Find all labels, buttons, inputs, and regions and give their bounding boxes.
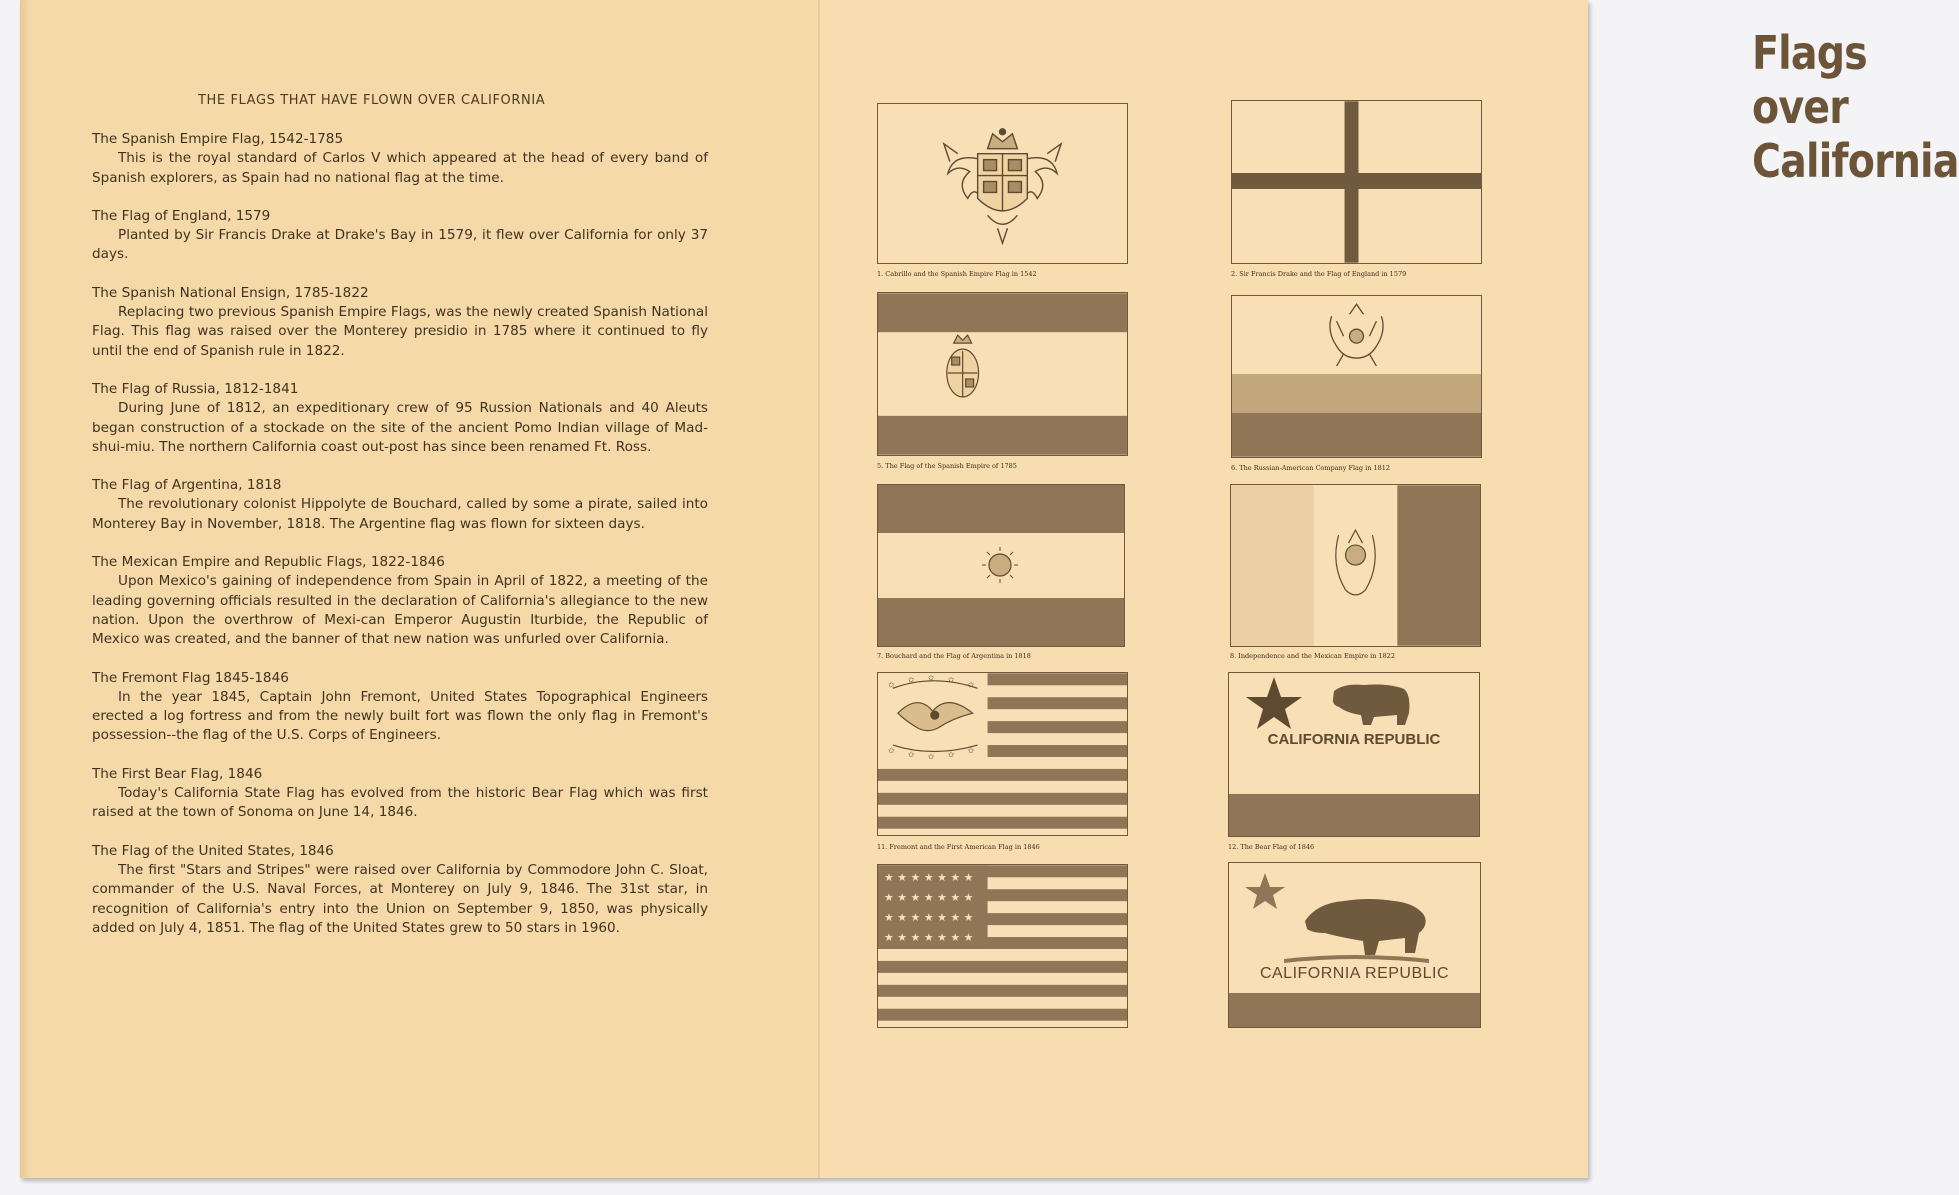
- section-title: The Flag of Russia, 1812-1841: [92, 380, 299, 397]
- section-body: In the year 1845, Captain John Fremont, United States Topographical Engineers erected a log fortress and from the newly built fort was flown the only flag in Fremont's possession--the flag of the U.S. Corps of Engineers.: [92, 688, 708, 744]
- stars-and-stripes-icon: [877, 864, 1128, 1028]
- section-title: The Flag of Argentina, 1818: [92, 477, 282, 494]
- section-russia: [92, 380, 708, 457]
- double-eagle-icon: [1231, 295, 1482, 458]
- section-spanish-empire: [92, 130, 708, 188]
- section-united-states: [92, 842, 708, 938]
- svg-text:✩: ✩: [907, 675, 915, 685]
- sun-of-may-icon: [877, 484, 1125, 647]
- section-title: The First Bear Flag, 1846: [92, 765, 263, 782]
- section-body: This is the royal standard of Carlos V which appeared at the head of every band of Spanish explorers, as Spain had no national flag at the time.: [92, 150, 708, 186]
- flag-caption: 1. Cabrillo and the Spanish Empire Flag in 1542: [877, 270, 1037, 278]
- california-bear-icon: [1228, 862, 1481, 1028]
- svg-text:✩: ✩: [927, 751, 935, 761]
- st-george-cross-icon: [1231, 100, 1482, 264]
- svg-text:✩: ✩: [927, 673, 935, 683]
- svg-text:★ ★ ★ ★ ★ ★ ★: ★ ★ ★ ★ ★ ★ ★: [883, 871, 974, 885]
- section-title: The Flag of the United States, 1846: [92, 842, 334, 859]
- section-argentina: [92, 476, 708, 534]
- royal-coat-of-arms-icon: [877, 103, 1128, 264]
- eagle-stars-stripes-icon: [877, 672, 1128, 836]
- section-mexico: [92, 553, 708, 649]
- section-spanish-national: [92, 284, 708, 361]
- flag-caption: 11. Fremont and the First American Flag in 1846: [877, 843, 1040, 851]
- svg-text:✩: ✩: [967, 680, 975, 690]
- section-body: Upon Mexico's gaining of independence from Spain in April of 1822, a meeting of the leading governing officials resulted in the declaration of California's allegiance to the new nation. Upon the overthrow of Mexi-can Emperor Augustin Iturbide, the Republic of Mexico was created, and the banner of that new nation was unfurled over California.: [92, 573, 708, 648]
- svg-text:★ ★ ★ ★ ★ ★ ★: ★ ★ ★ ★ ★ ★ ★: [883, 911, 974, 925]
- section-england: [92, 207, 708, 265]
- section-title: The Spanish Empire Flag, 1542-1785: [92, 131, 344, 147]
- left-page: [20, 0, 820, 1178]
- section-body: Planted by Sir Francis Drake at Drake's Bay in 1579, it flew over California for only 37 days.: [92, 227, 708, 263]
- svg-text:✩: ✩: [887, 746, 895, 756]
- svg-text:★ ★ ★ ★ ★ ★ ★: ★ ★ ★ ★ ★ ★ ★: [883, 931, 974, 945]
- booklet-spread: [20, 0, 1959, 1178]
- section-bear-flag: [92, 765, 708, 823]
- flag-caption: 2. Sir Francis Drake and the Flag of England in 1579: [1231, 270, 1407, 278]
- right-page: [820, 0, 1959, 1178]
- flag-caption: 5. The Flag of the Spanish Empire of 1785: [877, 462, 1017, 470]
- section-title: The Flag of England, 1579: [92, 207, 271, 224]
- section-body: The first "Stars and Stripes" were raised over California by Commodore John C. Sloat, commander of the U.S. Naval Forces, at Monterey on July 9, 1846. The 31st star, in recognition of California's entry into the Union on September 9, 1850, was physically added on July 4, 1851. The flag of the United States grew to 50 stars in 1960.: [92, 861, 708, 936]
- section-title: The Mexican Empire and Republic Flags, 1822-1846: [92, 554, 445, 571]
- page-edge: [20, 0, 30, 1178]
- flag-caption: 8. Independence and the Mexican Empire in 1822: [1230, 652, 1396, 660]
- svg-text:✩: ✩: [907, 749, 915, 759]
- section-body: During June of 1812, an expeditionary crew of 95 Russion Nationals and 40 Aleuts began construction of a stockade on the site of the ancient Pomo Indian village of Mad-shui-miu. The northern California coast out-post has since been renamed Ft. Ross.: [92, 400, 708, 455]
- flag-caption: 12. The Bear Flag of 1846: [1228, 843, 1315, 851]
- svg-text:★ ★ ★ ★ ★ ★ ★: ★ ★ ★ ★ ★ ★ ★: [883, 891, 974, 905]
- flag-history-text: [92, 130, 708, 957]
- svg-text:✩: ✩: [887, 680, 895, 690]
- section-fremont: [92, 669, 708, 746]
- svg-text:✩: ✩: [967, 746, 975, 756]
- flag-text: CALIFORNIA REPUBLIC: [1259, 965, 1450, 982]
- section-title: The Spanish National Ensign, 1785-1822: [92, 284, 369, 301]
- flag-caption: 6. The Russian-American Company Flag in 1812: [1231, 464, 1391, 472]
- section-title: The Fremont Flag 1845-1846: [92, 669, 289, 686]
- svg-text:✩: ✩: [947, 749, 955, 759]
- section-body: Today's California State Flag has evolved from the historic Bear Flag which was first raised at the town of Sonoma on June 14, 1846.: [92, 785, 708, 821]
- spanish-crest-icon: [877, 292, 1128, 456]
- mexican-eagle-icon: [1230, 484, 1481, 647]
- section-body: Replacing two previous Spanish Empire Flags, was the newly created Spanish National Flag. This flag was raised over the Monterey presidio in 1785 where it continued to fly until the end of Spanish rule in 1822.: [92, 304, 708, 359]
- bear-star-icon: [1228, 672, 1480, 837]
- flag-text: CALIFORNIA REPUBLIC: [1267, 731, 1441, 748]
- flag-caption: 7. Bouchard and the Flag of Argentina in 1818: [877, 652, 1031, 660]
- svg-text:✩: ✩: [947, 675, 955, 685]
- page-title: Flags over California: [1752, 26, 1959, 188]
- document-heading: THE FLAGS THAT HAVE FLOWN OVER CALIFORNIA: [198, 93, 546, 108]
- section-body: The revolutionary colonist Hippolyte de Bouchard, called by some a pirate, sailed into Monterey Bay in November, 1818. The Argentine flag was flown for sixteen days.: [92, 496, 708, 532]
